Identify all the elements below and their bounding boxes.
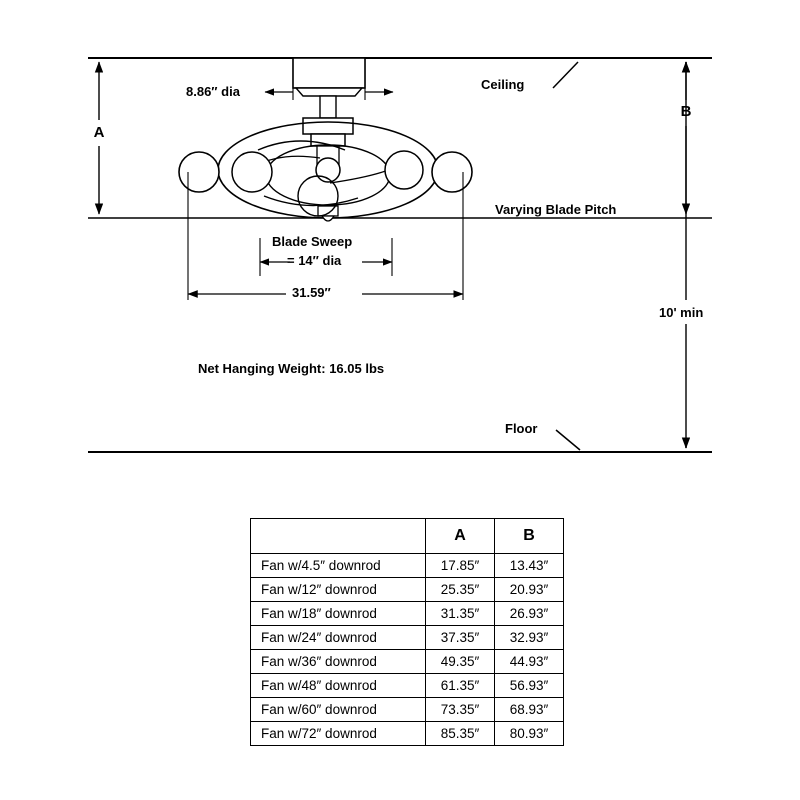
row-value-a: 49.35″ [426, 650, 495, 674]
row-label: Fan w/4.5″ downrod [251, 554, 426, 578]
min-height-label: 10' min [659, 305, 704, 320]
row-value-b: 13.43″ [495, 554, 564, 578]
row-label: Fan w/24″ downrod [251, 626, 426, 650]
globe-inner-right [385, 151, 423, 189]
table-header-b: B [495, 519, 564, 554]
row-value-b: 20.93″ [495, 578, 564, 602]
floor-leader [556, 430, 580, 450]
row-value-b: 44.93″ [495, 650, 564, 674]
varying-blade-pitch-label: Varying Blade Pitch [495, 202, 617, 217]
globe-right [432, 152, 472, 192]
table-row [251, 554, 564, 578]
row-value-a: 25.35″ [426, 578, 495, 602]
table-header-a: A [426, 519, 495, 554]
table-row [251, 650, 564, 674]
row-value-a: 61.35″ [426, 674, 495, 698]
row-value-a: 37.35″ [426, 626, 495, 650]
dimension-a-label: A [93, 124, 105, 141]
downrod-dimension-table [250, 518, 564, 746]
finial-tip [322, 216, 334, 221]
row-value-b: 56.93″ [495, 674, 564, 698]
row-value-b: 32.93″ [495, 626, 564, 650]
dimension-b-label: B [680, 103, 692, 120]
row-label: Fan w/72″ downrod [251, 722, 426, 746]
blade-sweep-value: = 14″ dia [287, 253, 342, 268]
table-row [251, 698, 564, 722]
row-value-b: 68.93″ [495, 698, 564, 722]
canopy-diameter-label: 8.86″ dia [186, 84, 240, 99]
blade-sweep-label: Blade Sweep [272, 234, 353, 249]
table-header-row [251, 519, 564, 554]
row-value-a: 31.35″ [426, 602, 495, 626]
downrod [320, 96, 336, 118]
motor-housing-top [303, 118, 353, 134]
row-label: Fan w/36″ downrod [251, 650, 426, 674]
row-label: Fan w/48″ downrod [251, 674, 426, 698]
row-value-b: 26.93″ [495, 602, 564, 626]
row-label: Fan w/12″ downrod [251, 578, 426, 602]
row-value-a: 17.85″ [426, 554, 495, 578]
table-row [251, 722, 564, 746]
canopy-plate [296, 88, 362, 96]
overall-width-label: 31.59″ [292, 285, 331, 300]
row-value-b: 80.93″ [495, 722, 564, 746]
table-row [251, 626, 564, 650]
row-label: Fan w/60″ downrod [251, 698, 426, 722]
globe-left [179, 152, 219, 192]
table-row [251, 674, 564, 698]
floor-label: Floor [505, 421, 538, 436]
ceiling-leader [553, 62, 578, 88]
table-row [251, 578, 564, 602]
table-row [251, 602, 564, 626]
net-hanging-weight-label: Net Hanging Weight: 16.05 lbs [198, 361, 385, 376]
table-header-blank [251, 519, 426, 554]
row-value-a: 85.35″ [426, 722, 495, 746]
ceiling-label: Ceiling [481, 77, 525, 92]
globe-inner-left [232, 152, 272, 192]
canopy [293, 58, 365, 88]
row-label: Fan w/18″ downrod [251, 602, 426, 626]
row-value-a: 73.35″ [426, 698, 495, 722]
